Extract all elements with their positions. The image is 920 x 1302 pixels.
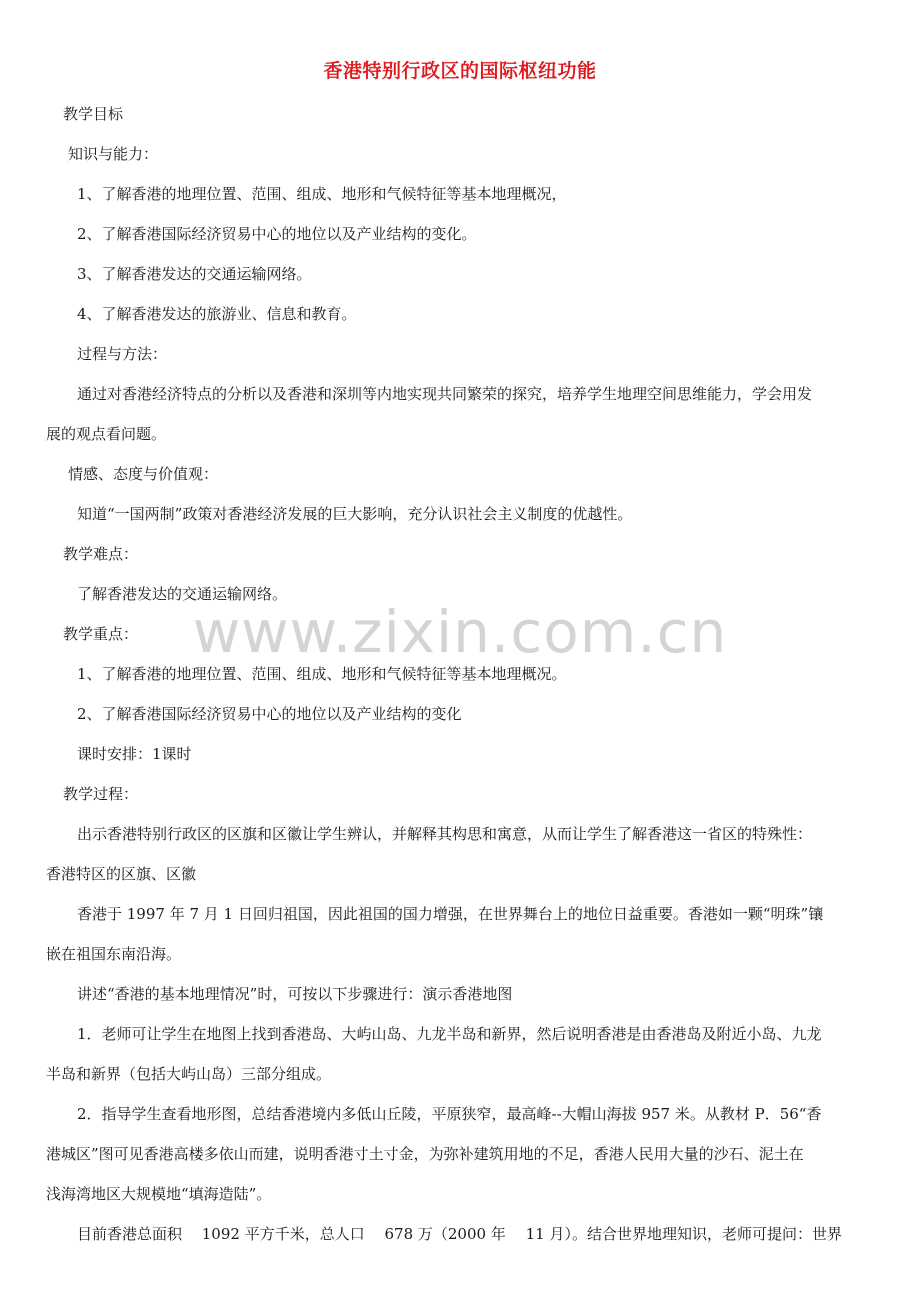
paragraph: 目前香港总面积 1092 平方千米，总人口 678 万（2000 年 11 月）。结合世界地理知识，老师可提问：世界: [77, 1225, 842, 1243]
paragraph: 讲述“香港的基本地理情况”时，可按以下步骤进行：演示香港地图: [77, 985, 513, 1003]
paragraph: 1、了解香港的地理位置、范围、组成、地形和气候特征等基本地理概况。: [77, 665, 567, 683]
paragraph: 1．老师可让学生在地图上找到香港岛、大屿山岛、九龙半岛和新界，然后说明香港是由香港岛及附近小岛、九龙: [77, 1025, 822, 1043]
heading-key-points: 教学重点：: [63, 625, 139, 643]
paragraph: 香港特区的区旗、区徽: [46, 865, 197, 883]
paragraph: 知道“一国两制”政策对香港经济发展的巨大影响，充分认识社会主义制度的优越性。: [77, 505, 633, 523]
subheading-knowledge: 知识与能力：: [68, 145, 159, 163]
paragraph: 展的观点看问题。: [46, 425, 167, 443]
heading-teaching-process: 教学过程：: [63, 785, 139, 803]
paragraph: 出示香港特别行政区的区旗和区徽让学生辨认，并解释其构思和寓意，从而让学生了解香港这一省区的特殊性：: [77, 825, 813, 843]
paragraph: 2、了解香港国际经济贸易中心的地位以及产业结构的变化: [77, 705, 462, 723]
paragraph: 了解香港发达的交通运输网络。: [77, 585, 288, 603]
paragraph: 半岛和新界（包括大屿山岛）三部分组成。: [46, 1065, 332, 1083]
paragraph: 1、了解香港的地理位置、范围、组成、地形和气候特征等基本地理概况，: [77, 185, 567, 203]
paragraph: 港城区”图可见香港高楼多依山而建，说明香港寸土寸金，为弥补建筑用地的不足，香港人民用大量的沙石、泥土在: [46, 1145, 804, 1163]
paragraph: 浅海湾地区大规模地“填海造陆”。: [46, 1185, 272, 1203]
paragraph: 通过对香港经济特点的分析以及香港和深圳等内地实现共同繁荣的探究，培养学生地理空间思维能力，学会用发: [77, 385, 813, 403]
subheading-process: 过程与方法：: [77, 345, 168, 363]
subheading-emotion: 情感、态度与价值观：: [68, 465, 219, 483]
watermark: www.zixin.com.cn: [192, 598, 728, 666]
paragraph: 3、了解香港发达的交通运输网络。: [77, 265, 312, 283]
class-hours: 课时安排：1课时: [77, 745, 192, 763]
paragraph: 2．指导学生查看地形图，总结香港境内多低山丘陵，平原狭窄，最高峰--大帽山海拔 957 米。从教材 P．56“香: [77, 1105, 822, 1123]
paragraph: 嵌在祖国东南沿海。: [46, 945, 182, 963]
paragraph: 2、了解香港国际经济贸易中心的地位以及产业结构的变化。: [77, 225, 477, 243]
paragraph: 4、了解香港发达的旅游业、信息和教育。: [77, 305, 357, 323]
page-title: 香港特别行政区的国际枢纽功能: [323, 60, 597, 82]
heading-teaching-goals: 教学目标: [63, 105, 124, 123]
paragraph: 香港于 1997 年 7 月 1 日回归祖国，因此祖国的国力增强，在世界舞台上的地位日益重要。香港如一颗“明珠”镶: [77, 905, 824, 923]
heading-difficulty: 教学难点：: [63, 545, 139, 563]
